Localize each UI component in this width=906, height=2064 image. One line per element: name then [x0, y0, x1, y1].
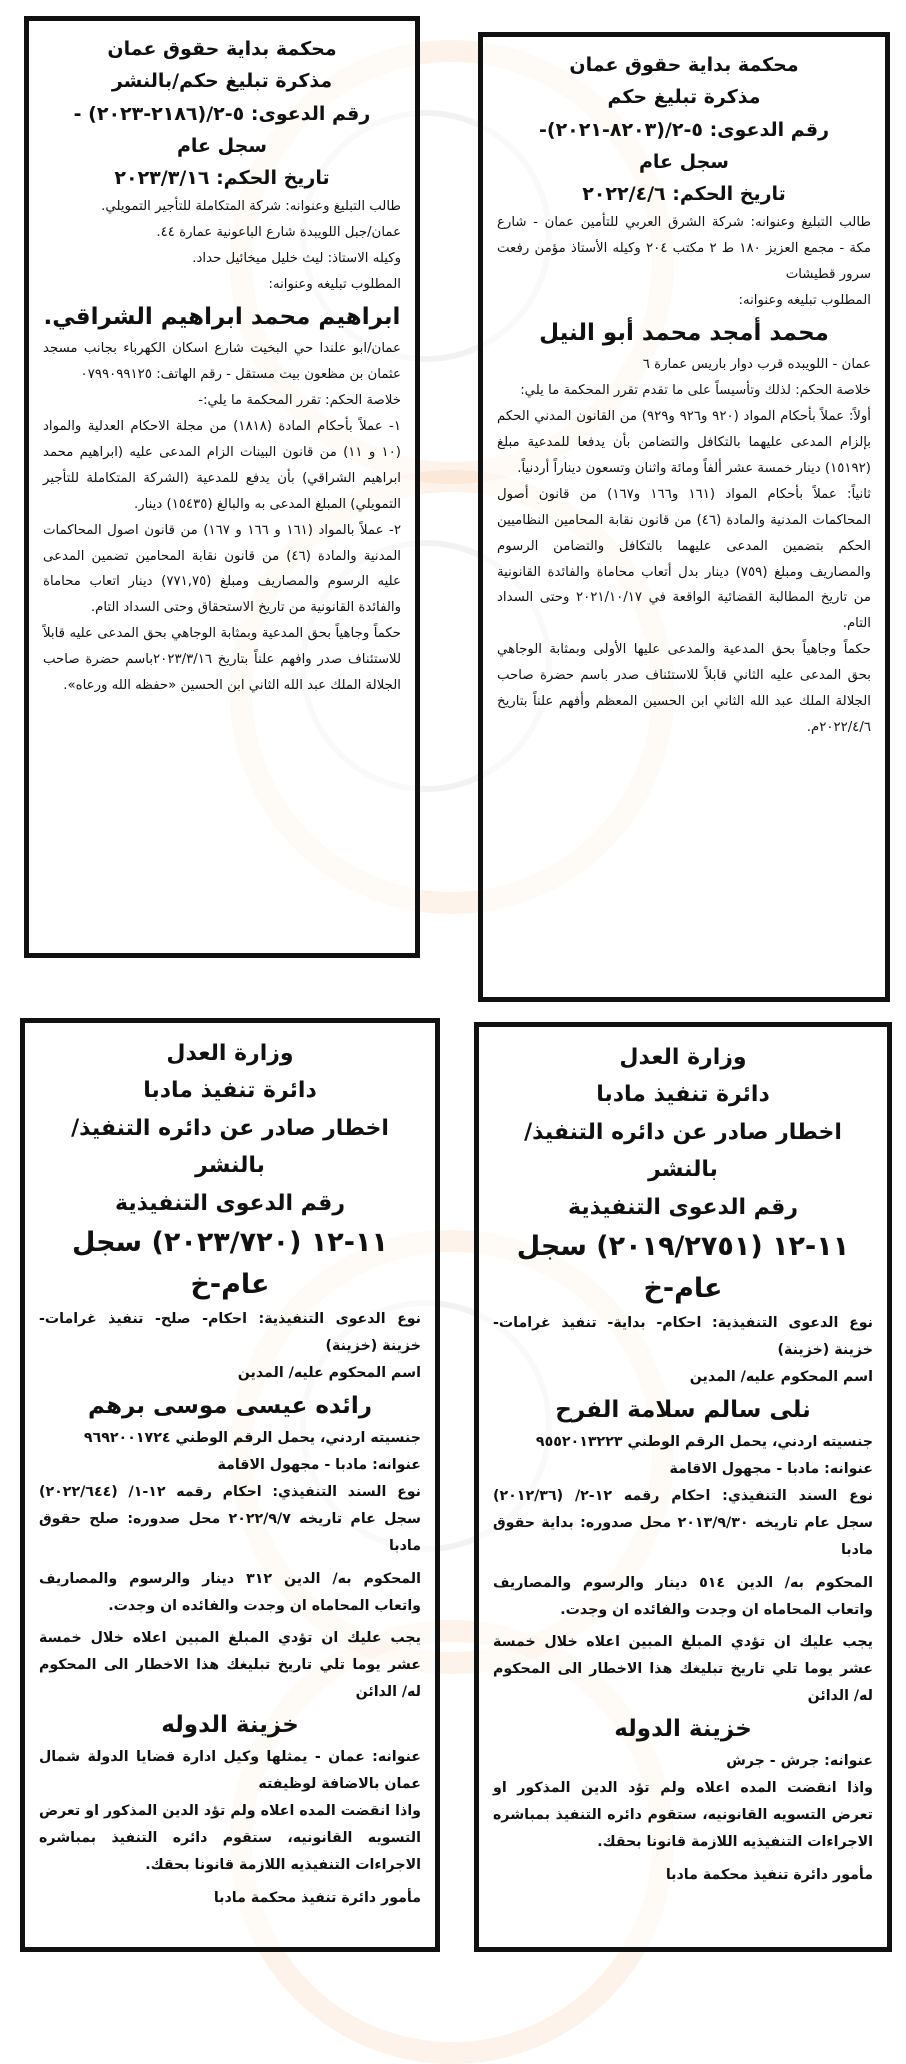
execution-notice-madaba-2019: [474, 1022, 892, 1952]
issuer-signature: مأمور دائرة تنفيذ محكمة مادبا: [665, 1867, 873, 1884]
debtor-nationality: جنسيته اردني، يحمل الرقم الوطني ٩٥٥٢٠١٣٢٢٣: [535, 1433, 873, 1450]
case-number: ١١-١٢ (٢٠٢٣/٧٢٠) سجل عام-خ: [72, 1226, 388, 1300]
case-label: رقم الدعوى التنفيذية: [567, 1194, 799, 1220]
court-name: محكمة بداية حقوق عمان: [569, 54, 799, 76]
respondent-label: المطلوب تبليغه وعنوانه:: [268, 277, 401, 293]
requester-agent: وكيله الاستاذ: ليث خليل ميخائيل حداد.: [192, 251, 401, 267]
judgment-closing: حكماً وجاهياً بحق المدعية وبمثابة الوجاهي بحق المدعى عليه قابلاً للاستئناف صدر وافهم علناً بتاريخ ٢٠٢٣/٣/١٦باسم حضرة صاحب الجلالة الملك عبد الله الثاني ابن الحسين «حفظه الله ورعاه».: [43, 626, 401, 694]
judgment-summary-intro: خلاصة الحكم: تقرر المحكمة ما يلي:-: [198, 393, 401, 409]
ministry-name: وزارة العدل: [166, 1041, 294, 1066]
debtor-label: اسم المحكوم عليه/ المدين: [689, 1368, 873, 1385]
judgment-closing: حكماً وجاهياً بحق المدعية والمدعى عليها الأولى وبمثابة الوجاهي بحق المدعى عليه الثاني قابلاً للاستئناف صدر باسم حضرة صاحب الجلالة الملك عبد الله الثاني ابن الحسين المعظم وأفهم علناً بتاريخ ٢٠٢٢/٤/٦م.: [497, 642, 871, 736]
debtor-address: عنوانه: مادبا - مجهول الاقامة: [217, 1456, 421, 1473]
case-type: نوع الدعوى التنفيذية: احكام- بداية- تنفيذ غرامات- خزينة (خزينة): [493, 1314, 873, 1358]
judgment-date: تاريخ الحكم: ٢٠٢٣/٣/١٦: [114, 167, 330, 190]
respondent-address: عمان - اللويبده قرب دوار باريس عمارة ٦: [642, 357, 871, 373]
execution-notice-madaba-2023: [20, 1018, 440, 1952]
registry: سجل عام: [639, 150, 729, 173]
respondent-name: محمد أمجد محمد أبو النيل: [539, 320, 829, 347]
judgment-item-2: ٢- عملاً بالمواد (١٦١ و ١٦٦ و ١٦٧) من قانون اصول المحاكمات المدنية والمادة (٤٦) من قانون نقابة المحامين تضمين المدعى عليه الرسوم والمصاريف ومبلغ (٧٧١,٧٥) دينار اتعاب محاماة والفائدة القانونية من تاريخ الاستحقاق وحتى السداد التام.: [43, 522, 402, 616]
debtor-name: رائده عيسى موسى برهم: [88, 1392, 372, 1419]
case-number: ١١-١٢ (٢٠١٩/٢٧٥١) سجل عام-خ: [516, 1230, 850, 1304]
creditor-address: عنوانه: جرش - جرش: [726, 1753, 873, 1770]
requester: طالب التبليغ وعنوانه: شركة المتكاملة للتأجير التمويلي.: [101, 199, 401, 215]
registry: سجل عام: [177, 134, 267, 157]
court-name: محكمة بداية حقوق عمان: [107, 38, 337, 60]
requester-address: عمان/جبل اللويبدة شارع الباعونية عمارة ٤٤.: [156, 225, 401, 241]
requester: طالب التبليغ وعنوانه: شركة الشرق العربي للتأمين عمان - شارع مكة - مجمع العزيز ١٨٠ ط ٢ مكتب ٢٠٤ وكيله الأستاذ مؤمن رفعت سرور قطيشات: [497, 215, 871, 283]
notice-type: مذكرة تبليغ حكم/بالنشر: [111, 70, 333, 93]
judgment-amount: المحكوم به/ الدين ٥١٤ دينار والرسوم والمصاريف واتعاب المحاماه ان وجدت والفائده ان وجدت.: [493, 1574, 873, 1618]
department-name: دائرة تنفيذ مادبا: [143, 1078, 317, 1104]
case-number: رقم الدعوى: ٥-٢/(٢١٨٦-٢٠٢٣) -: [73, 102, 371, 125]
enforcement-warning: واذا انقضت المده اعلاه ولم تؤد الدين المذكور او تعرض التسويه القانونيه، ستقوم دائره التنفيذ بمباشره الاجراءات التنفيذيه اللازمة قانونا بحقك.: [39, 1803, 421, 1874]
judgment-amount: المحكوم به/ الدين ٣١٢ دينار والرسوم والمصاريف واتعاب المحاماه ان وجدت والفائده ان وجدت.: [39, 1570, 421, 1614]
creditor-name: خزينة الدوله: [161, 1712, 299, 1739]
case-type: نوع الدعوى التنفيذية: احكام- صلح- تنفيذ غرامات- خزينة (خزينة): [39, 1310, 421, 1354]
execution-bond: نوع السند التنفيذي: احكام رقمه ١٢-٢/ (٢٠١٢/٣٦) سجل عام تاريخه ٢٠١٣/٩/٣٠ محل صدوره: بداية حقوق مادبا: [493, 1487, 873, 1558]
issuer-signature: مأمور دائرة تنفيذ محكمة مادبا: [213, 1890, 421, 1907]
respondent-label: المطلوب تبليغه وعنوانه:: [738, 293, 871, 309]
respondent-address: عمان/ابو علندا حي البخيت شارع اسكان الكهرباء بجانب مسجد عثمان بن مظعون بيت مستقل - رقم الهاتف: ٠٧٩٩٠٩٩١٢٥: [43, 341, 401, 383]
debtor-name: نلى سالم سلامة الفرح: [555, 1396, 811, 1423]
ministry-name: وزارة العدل: [619, 1045, 747, 1070]
judgment-date: تاريخ الحكم: ٢٠٢٢/٤/٦: [582, 183, 786, 206]
payment-demand: يجب عليك ان تؤدي المبلغ المبين اعلاه خلال خمسة عشر يوما تلي تاريخ تبليغك هذا الاخطار الى المحكوم له/ الدائن: [39, 1630, 421, 1701]
creditor-name: خزينة الدوله: [614, 1716, 752, 1743]
court-notice-amman-2021: [478, 32, 890, 1002]
judgment-item-1: ١- عملاً بأحكام المادة (١٨١٨) من مجلة الاحكام العدلية والمواد (١٠ و ١١) من قانون البينات الزام المدعى عليه (ابراهيم محمد ابراهيم الشراقي) بأن يدفع للمدعية (الشركة المتكاملة للتأجير التمويلي) المبلغ المدعى به والبالغ (١٥٤٣٥) دينار.: [43, 418, 401, 512]
notice-type: مذكرة تبليغ حكم: [607, 86, 761, 109]
case-number: رقم الدعوى: ٥-٢/(٨٢٠٣-٢٠٢١)-: [538, 118, 830, 141]
creditor-address: عنوانه: عمان - يمثلها وكيل ادارة قضايا الدولة شمال عمان بالاضافة لوظيفته: [39, 1749, 421, 1793]
court-notice-amman-2023: [24, 16, 420, 958]
case-label: رقم الدعوى التنفيذية: [114, 1190, 346, 1216]
notice-type: اخطار صادر عن دائره التنفيذ/ بالنشر: [524, 1119, 842, 1183]
judgment-summary-intro: خلاصة الحكم: لذلك وتأسيساً على ما تقدم تقرر المحكمة ما يلي:: [520, 383, 871, 399]
notice-type: اخطار صادر عن دائره التنفيذ/ بالنشر: [71, 1115, 389, 1179]
execution-bond: نوع السند التنفيذي: احكام رقمه ١٢-١/ (٢٠٢٢/٦٤٤) سجل عام تاريخه ٢٠٢٢/٩/٧ محل صدوره: صلح حقوق مادبا: [39, 1483, 421, 1554]
respondent-name: ابراهيم محمد ابراهيم الشراقي.: [43, 304, 401, 331]
enforcement-warning: واذا انقضت المده اعلاه ولم تؤد الدين المذكور او تعرض التسويه القانونيه، ستقوم دائره التنفيذ بمباشره الاجراءات التنفيذيه اللازمة قانونا بحقك.: [493, 1780, 873, 1851]
debtor-address: عنوانه: مادبا - مجهول الاقامة: [669, 1460, 873, 1477]
judgment-item-1: أولاً: عملاً بأحكام المواد (٩٢٠ و٩٢٦ و٩٢٩) من القانون المدني الحكم بإلزام المدعى عليهما بالتكافل والتضامن بأن يدفعا للمدعية مبلغ (١٥١٩٢) دينار خمسة عشر ألفاً ومائة واثنان وتسعون ديناراً أردنياً.: [497, 409, 871, 476]
judgment-item-2: ثانياً: عملاً بأحكام المواد (١٦١ و١٦٦ و١٦٧) من قانون أصول المحاكمات المدنية والمادة (٤٦) من قانون نقابة المحامين النظاميين الحكم بتضمين المدعى عليهما بالتكافل والتضامن الرسوم والمصاريف ومبلغ (٧٥٩) دينار بدل أتعاب محاماة والفائدة القانونية من تاريخ المطالبة القضائية الواقعة في ٢٠٢١/١٠/١٧ وحتى السداد التام.: [497, 486, 872, 632]
department-name: دائرة تنفيذ مادبا: [596, 1082, 770, 1108]
debtor-nationality: جنسيته اردني، يحمل الرقم الوطني ٩٦٩٢٠٠١٧٢٤: [83, 1429, 421, 1446]
payment-demand: يجب عليك ان تؤدي المبلغ المبين اعلاه خلال خمسة عشر يوما تلي تاريخ تبليغك هذا الاخطار الى المحكوم له/ الدائن: [493, 1634, 873, 1705]
debtor-label: اسم المحكوم عليه/ المدين: [237, 1364, 421, 1381]
